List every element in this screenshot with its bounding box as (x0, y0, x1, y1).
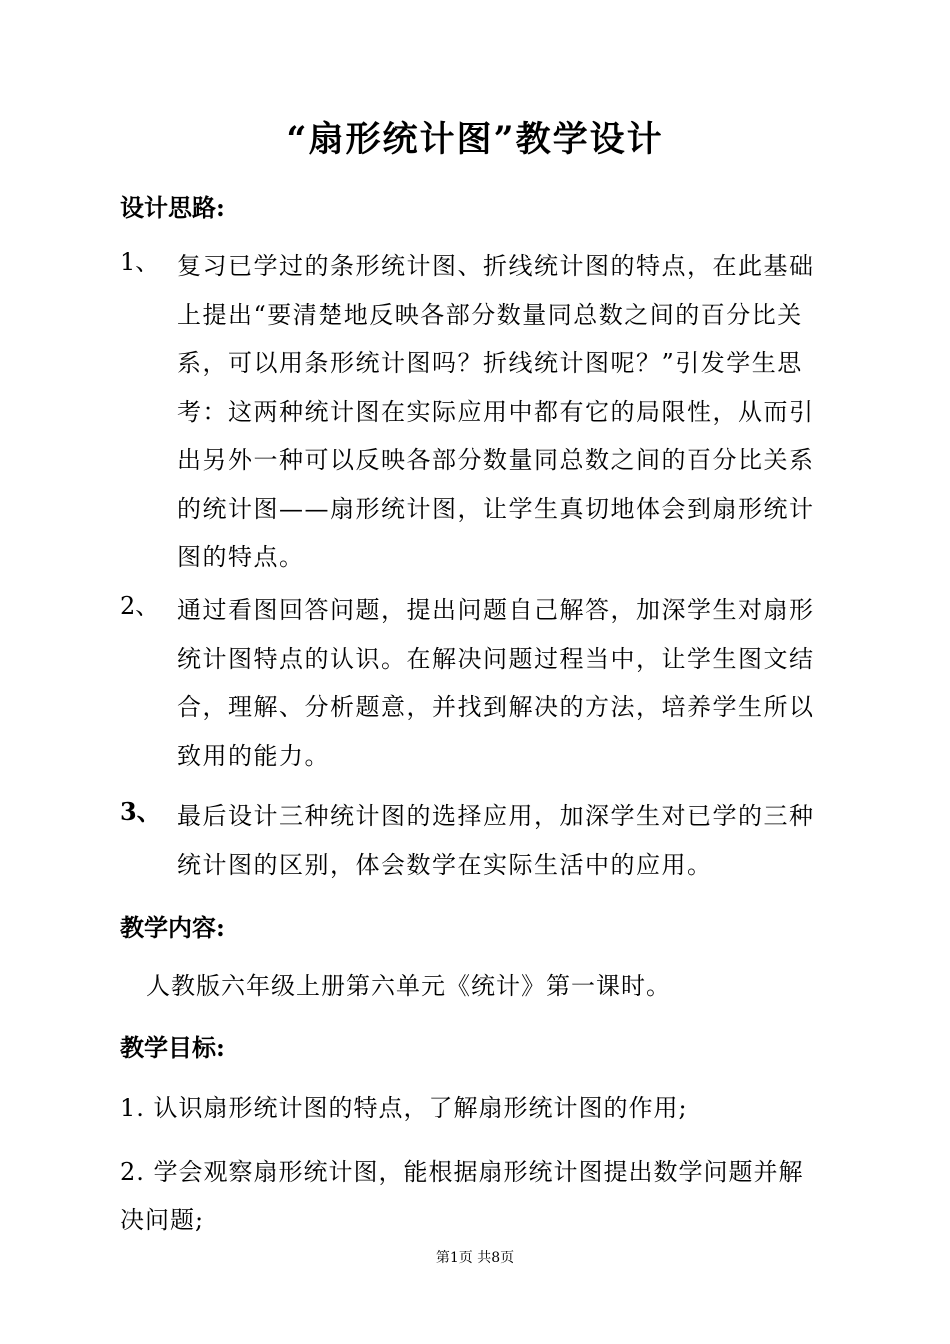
item-number: 1、 (120, 248, 160, 276)
design-item-3 (120, 792, 820, 889)
item-number: 2、 (120, 592, 160, 620)
design-item-2 (120, 586, 820, 780)
heading-design-idea: 设计思路: (120, 193, 225, 222)
design-item-1 (120, 242, 820, 582)
goal-item-1: 1. 认识扇形统计图的特点，了解扇形统计图的作用; (120, 1094, 688, 1122)
document-title: “扇形统计图”教学设计 (286, 119, 664, 160)
item-number: 3、 (120, 797, 161, 826)
item-text: 通过看图回答问题，提出问题自己解答，加深学生对扇形统计图特点的认识。在解决问题过程当中，让学生图文结合，理解、分析题意，并找到解决的方法，培养学生所以致用的能力。 (177, 596, 815, 770)
item-text: 复习已学过的条形统计图、折线统计图的特点，在此基础上提出“要清楚地反映各部分数量同总数之间的百分比关系，可以用条形统计图吗？折线统计图呢？”引发学生思考：这两种统计图在实际应用中都有它的局限性，从而引出另外一种可以反映各部分数量同总数之间的百分比关系的统计图——扇形统计图，让学生真切地体会到扇形统计图的特点。 (177, 252, 815, 571)
page-footer: 第1页 共8页 (435, 1250, 515, 1266)
item-text: 最后设计三种统计图的选择应用，加深学生对已学的三种统计图的区别，体会数学在实际生活中的应用。 (177, 802, 815, 879)
heading-content: 教学内容: (120, 913, 225, 942)
heading-goals: 教学目标: (120, 1033, 225, 1062)
content-text: 人教版六年级上册第六单元《统计》第一课时。 (146, 972, 671, 1000)
goal-item-2: 2. 学会观察扇形统计图，能根据扇形统计图提出数学问题并解决问题; (120, 1158, 804, 1234)
